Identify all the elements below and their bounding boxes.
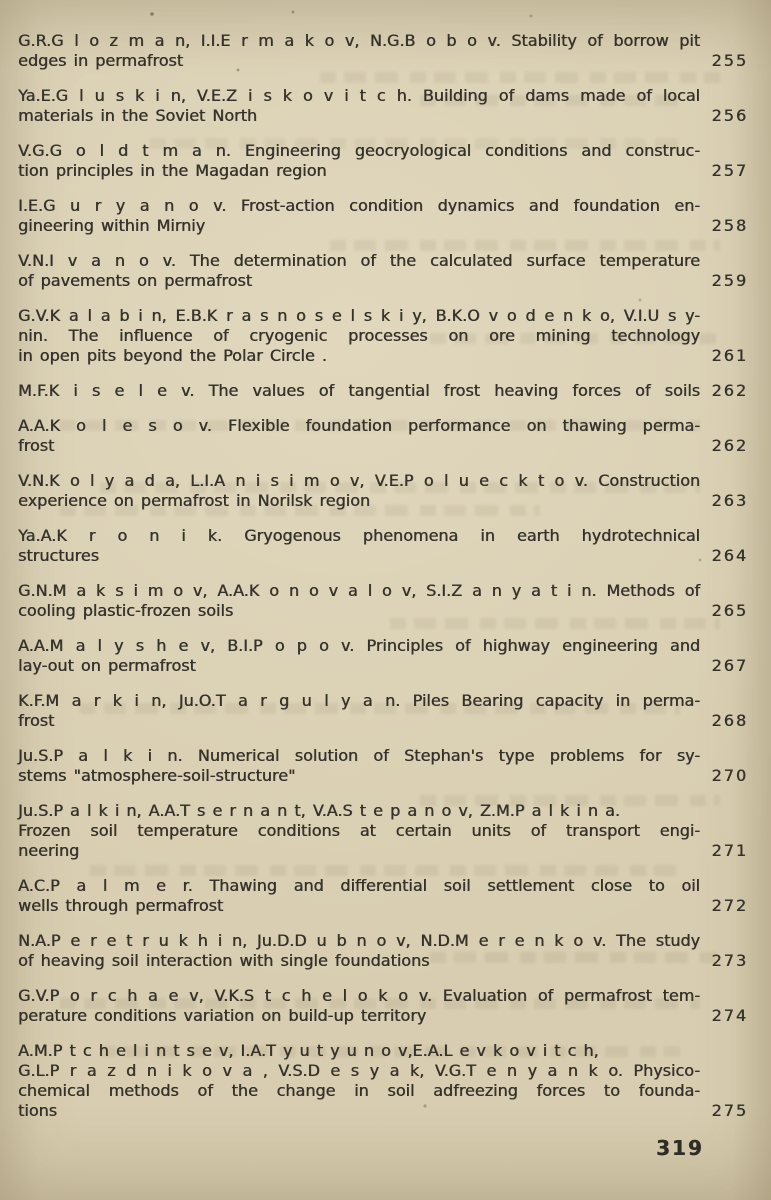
entry-page-number: 256 [711, 106, 748, 125]
entry-line: frost [18, 711, 55, 730]
entry-line: N.A.P e r e t r u k h i n, Ju.D.D u b n o v, N.D.M e r e n k o v. The study [18, 931, 700, 950]
entry-line: A.C.P a l m e r. Thawing and differential soil settlement close to oil [18, 876, 700, 895]
entry-line: G.N.M a k s i m o v, A.A.K o n o v a l o v, S.I.Z a n y a t i n. Methods of [18, 581, 700, 600]
entry-line: K.F.M a r k i n, Ju.O.T a r g u l y a n. Piles Bearing capacity in perma- [18, 691, 700, 710]
entry-line: tion principles in the Magadan region [18, 161, 327, 180]
entry-page-number: 267 [711, 656, 748, 675]
toc-entry [18, 86, 748, 126]
entry-page-number: 262 [711, 436, 748, 455]
toc-entry [18, 746, 748, 786]
entry-page-number: 263 [711, 491, 748, 510]
toc-entry [18, 31, 748, 71]
entry-line: G.L.P r a z d n i k o v a , V.S.D e s y a k, V.G.T e n y a n k o. Physico- [18, 1061, 700, 1080]
entry-line: A.A.M a l y s h e v, B.I.P o p o v. Principles of highway engineering and [18, 636, 700, 655]
entry-line: Ya.E.G l u s k i n, V.E.Z i s k o v i t c h. Building of dams made of local [18, 86, 700, 105]
page-number: 319 [656, 1136, 704, 1160]
entry-page-number: 265 [711, 601, 748, 620]
entry-line: V.N.I v a n o v. The determination of the calculated surface temperature [18, 251, 700, 270]
entry-line: of pavements on permafrost [18, 271, 253, 290]
entry-page-number: 262 [711, 381, 748, 400]
entry-page-number: 268 [711, 711, 748, 730]
toc-entry [18, 581, 748, 621]
entry-line: A.M.P t c h e l i n t s e v, I.A.T y u t y u n o v,E.A.L e v k o v i t c h, [18, 1041, 599, 1060]
entry-line: edges in permafrost [18, 51, 184, 70]
toc-entry [18, 1041, 748, 1121]
entry-line: tions [18, 1101, 57, 1120]
entry-line: frost [18, 436, 55, 455]
toc-entry [18, 416, 748, 456]
entry-line: perature conditions variation on build-up territory [18, 1006, 427, 1025]
entry-line: nin. The influence of cryogenic processes on ore mining technology [18, 326, 700, 345]
toc-entry [18, 876, 748, 916]
toc-entry [18, 196, 748, 236]
entry-line: A.A.K o l e s o v. Flexible foundation performance on thawing perma- [18, 416, 700, 435]
entry-line: Ju.S.P a l k i n. Numerical solution of Stephan's type problems for sy- [18, 746, 700, 765]
entry-page-number: 275 [711, 1101, 748, 1120]
entry-page-number: 271 [711, 841, 748, 860]
entry-line: G.V.P o r c h a e v, V.K.S t c h e l o k o v. Evaluation of permafrost tem- [18, 986, 700, 1005]
toc-entry [18, 141, 748, 181]
toc-entry [18, 801, 748, 861]
toc-entry [18, 526, 748, 566]
entry-line: lay-out on permafrost [18, 656, 196, 675]
toc-entry [18, 691, 748, 731]
entry-line: materials in the Soviet North [18, 106, 258, 125]
entry-line: experience on permafrost in Norilsk region [18, 491, 370, 510]
entry-page-number: 264 [711, 546, 748, 565]
toc-entry [18, 381, 748, 401]
toc-entry [18, 636, 748, 676]
entry-page-number: 259 [711, 271, 748, 290]
entry-line: Ya.A.K r o n i k. Gryogenous phenomena in earth hydrotechnical [18, 526, 700, 545]
toc-entry [18, 471, 748, 511]
entry-line: I.E.G u r y a n o v. Frost-action condition dynamics and foundation en- [18, 196, 700, 215]
entry-line: neering [18, 841, 80, 860]
entry-line: of heaving soil interaction with single foundations [18, 951, 430, 970]
toc-list [18, 31, 748, 1121]
entry-line: V.G.G o l d t m a n. Engineering geocryological conditions and construc- [18, 141, 700, 160]
entry-line: in open pits beyond the Polar Circle . [18, 346, 327, 365]
entry-line: Ju.S.P a l k i n, A.A.T s e r n a n t, V.A.S t e p a n o v, Z.M.P a l k i n a. [18, 801, 620, 820]
entry-line: wells through permafrost [18, 896, 224, 915]
toc-entry [18, 306, 748, 366]
entry-page-number: 270 [711, 766, 748, 785]
entry-page-number: 258 [711, 216, 748, 235]
entry-page-number: 255 [711, 51, 748, 70]
entry-page-number: 274 [711, 1006, 748, 1025]
entry-line: structures [18, 546, 99, 565]
entry-page-number: 261 [711, 346, 748, 365]
entry-line: M.F.K i s e l e v. The values of tangential frost heaving forces of soils [18, 381, 700, 400]
entry-page-number: 273 [711, 951, 748, 970]
entry-line: V.N.K o l y a d a, L.I.A n i s i m o v, V.E.P o l u e c k t o v. Construction [18, 471, 700, 490]
entry-line: cooling plastic-frozen soils [18, 601, 234, 620]
entry-line: stems "atmosphere-soil-structure" [18, 766, 296, 785]
entry-line: G.R.G l o z m a n, I.I.E r m a k o v, N.G.B o b o v. Stability of borrow pit [18, 31, 700, 50]
entry-line: Frozen soil temperature conditions at certain units of transport engi- [18, 821, 700, 840]
entry-line: chemical methods of the change in soil adfreezing forces to founda- [18, 1081, 700, 1100]
entry-page-number: 272 [711, 896, 748, 915]
entry-line: gineering within Mirniy [18, 216, 206, 235]
entry-page-number: 257 [711, 161, 748, 180]
entry-line: G.V.K a l a b i n, E.B.K r a s n o s e l s k i y, B.K.O v o d e n k o, V.I.U s y- [18, 306, 700, 325]
toc-entry [18, 251, 748, 291]
toc-entry [18, 931, 748, 971]
toc-entry [18, 986, 748, 1026]
